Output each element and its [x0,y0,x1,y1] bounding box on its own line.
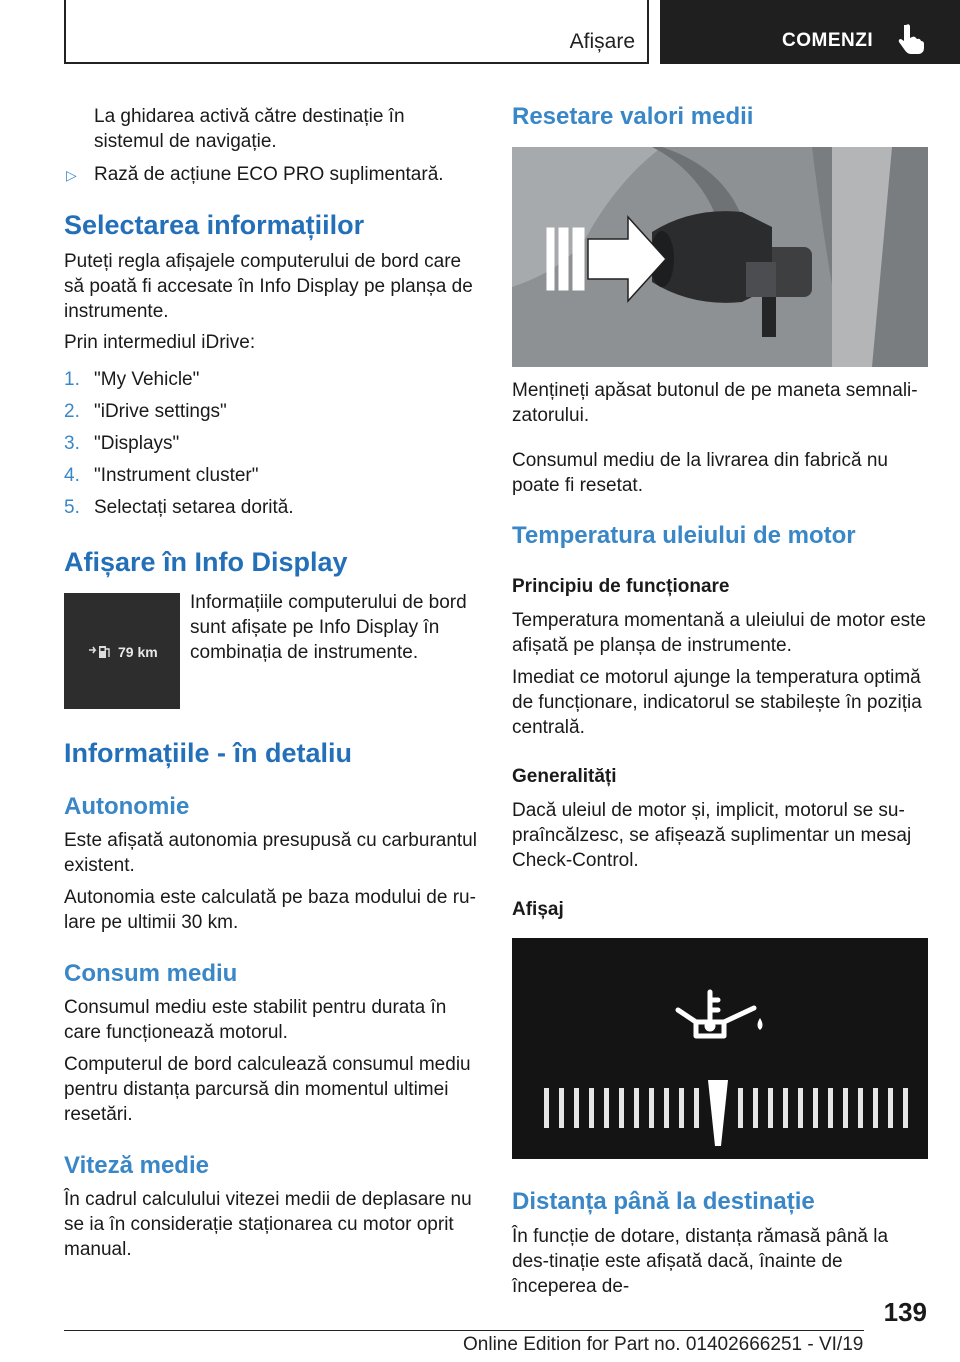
para-reset-2: Consumul mediu de la livrarea din fabrică nu poate fi resetat. [512,450,888,496]
para-select-info: Puteți regla afișajele computerului de bord care să poată fi accesate în Info Display pe planșa de instrumente. [64,251,473,322]
triangle-bullet-icon: ▷ [66,167,77,183]
para-avg-speed: În cadrul calculului vitezei medii de deplasare nu se ia în considerație staționarea cu motor oprit manual. [64,1189,472,1260]
oil-temp-gauge [512,938,928,1159]
chapter-tab[interactable] [660,0,960,64]
turn-signal-lever-illustration [512,147,928,367]
heading-avg-consumption: Consum mediu [64,960,238,987]
step-number: 1. [64,369,80,390]
para-principle-1: Temperatura momentană a uleiului de motor este afișată pe planșa de instrumente. [512,610,927,656]
step-text: "iDrive settings" [94,401,227,422]
step-text: Selectați setarea dorită. [94,497,294,518]
info-display-image [64,593,180,709]
step-number: 3. [64,433,80,454]
list-item [64,369,478,401]
chapter-tab-label: COMENZI [782,30,874,51]
step-number: 5. [64,497,80,518]
step-number: 2. [64,401,80,422]
para-idrive: Prin intermediul iDrive: [64,332,256,353]
para-autonomy-1: Este afișată autonomia presupusă cu carburantul existent. [64,830,477,876]
bullet-item: Rază de acțiune ECO PRO suplimentară. [94,164,444,185]
steps-list [64,369,478,529]
heading-info-display: Afișare în Info Display [64,547,348,577]
footer-divider [64,1330,864,1331]
range-value: 79 km [118,644,158,660]
list-item [64,401,478,433]
heading-details: Informațiile - în detaliu [64,738,353,768]
oil-temp-gauge-image [512,938,928,1159]
fuel-range-icon [88,645,112,659]
section-title: Afișare [569,30,635,53]
heading-display: Afișaj [512,899,564,920]
list-item [64,497,478,529]
step-text: "My Vehicle" [94,369,200,390]
heading-autonomy: Autonomie [64,793,190,820]
oil-temperature-icon [678,992,754,1036]
heading-avg-speed: Viteză medie [64,1152,209,1179]
turn-signal-lever-image [512,147,928,367]
heading-reset-averages: Resetare valori medii [512,103,754,130]
para-reset-1: Mențineți apăsat butonul de pe maneta semnali-zatorului. [512,380,918,426]
para-principle-2: Imediat ce motorul ajunge la temperatura optimă de funcționare, indicatorul se stabilește în poziția centrală. [512,667,922,738]
list-item [64,465,478,497]
header-frame [64,0,649,64]
list-item-continued: La ghidarea activă către destinație în sistemul de navigație. [94,106,405,152]
list-item [64,433,478,465]
para-distance: În funcție de dotare, distanța rămasă până la des-tinație este afișată dacă, înainte de începerea de- [512,1226,889,1297]
para-info-display: Informațiile computerului de bord sunt afișate pe Info Display în combinația de instrumente. [190,592,467,663]
edition-note: Online Edition for Part no. 01402666251 - VI/19 [463,1334,864,1355]
step-text: "Instrument cluster" [94,465,259,486]
heading-distance: Distanța până la destinație [512,1188,815,1215]
step-text: "Displays" [94,433,180,454]
heading-oil-temperature: Temperatura uleiului de motor [512,522,856,549]
page-number: 139 [883,1297,927,1327]
hand-pointer-icon [896,22,928,54]
heading-principle: Principiu de funcționare [512,576,730,597]
step-number: 4. [64,465,80,486]
para-consumption-1: Consumul mediu este stabilit pentru durata în care funcționează motorul. [64,997,447,1043]
para-consumption-2: Computerul de bord calculează consumul mediu pentru distanța parcursă din momentul ultimei resetări. [64,1054,471,1125]
heading-select-info: Selectarea informațiilor [64,210,365,240]
heading-general: Generalități [512,766,617,787]
para-autonomy-2: Autonomia este calculată pe baza modului de ru-lare pe ultimii 30 km. [64,887,476,933]
gauge-needle [708,1080,728,1146]
para-general: Dacă uleiul de motor și, implicit, motorul se su-praîncălzesc, se afișează suplimentar un mesaj Check-Control. [512,800,912,871]
